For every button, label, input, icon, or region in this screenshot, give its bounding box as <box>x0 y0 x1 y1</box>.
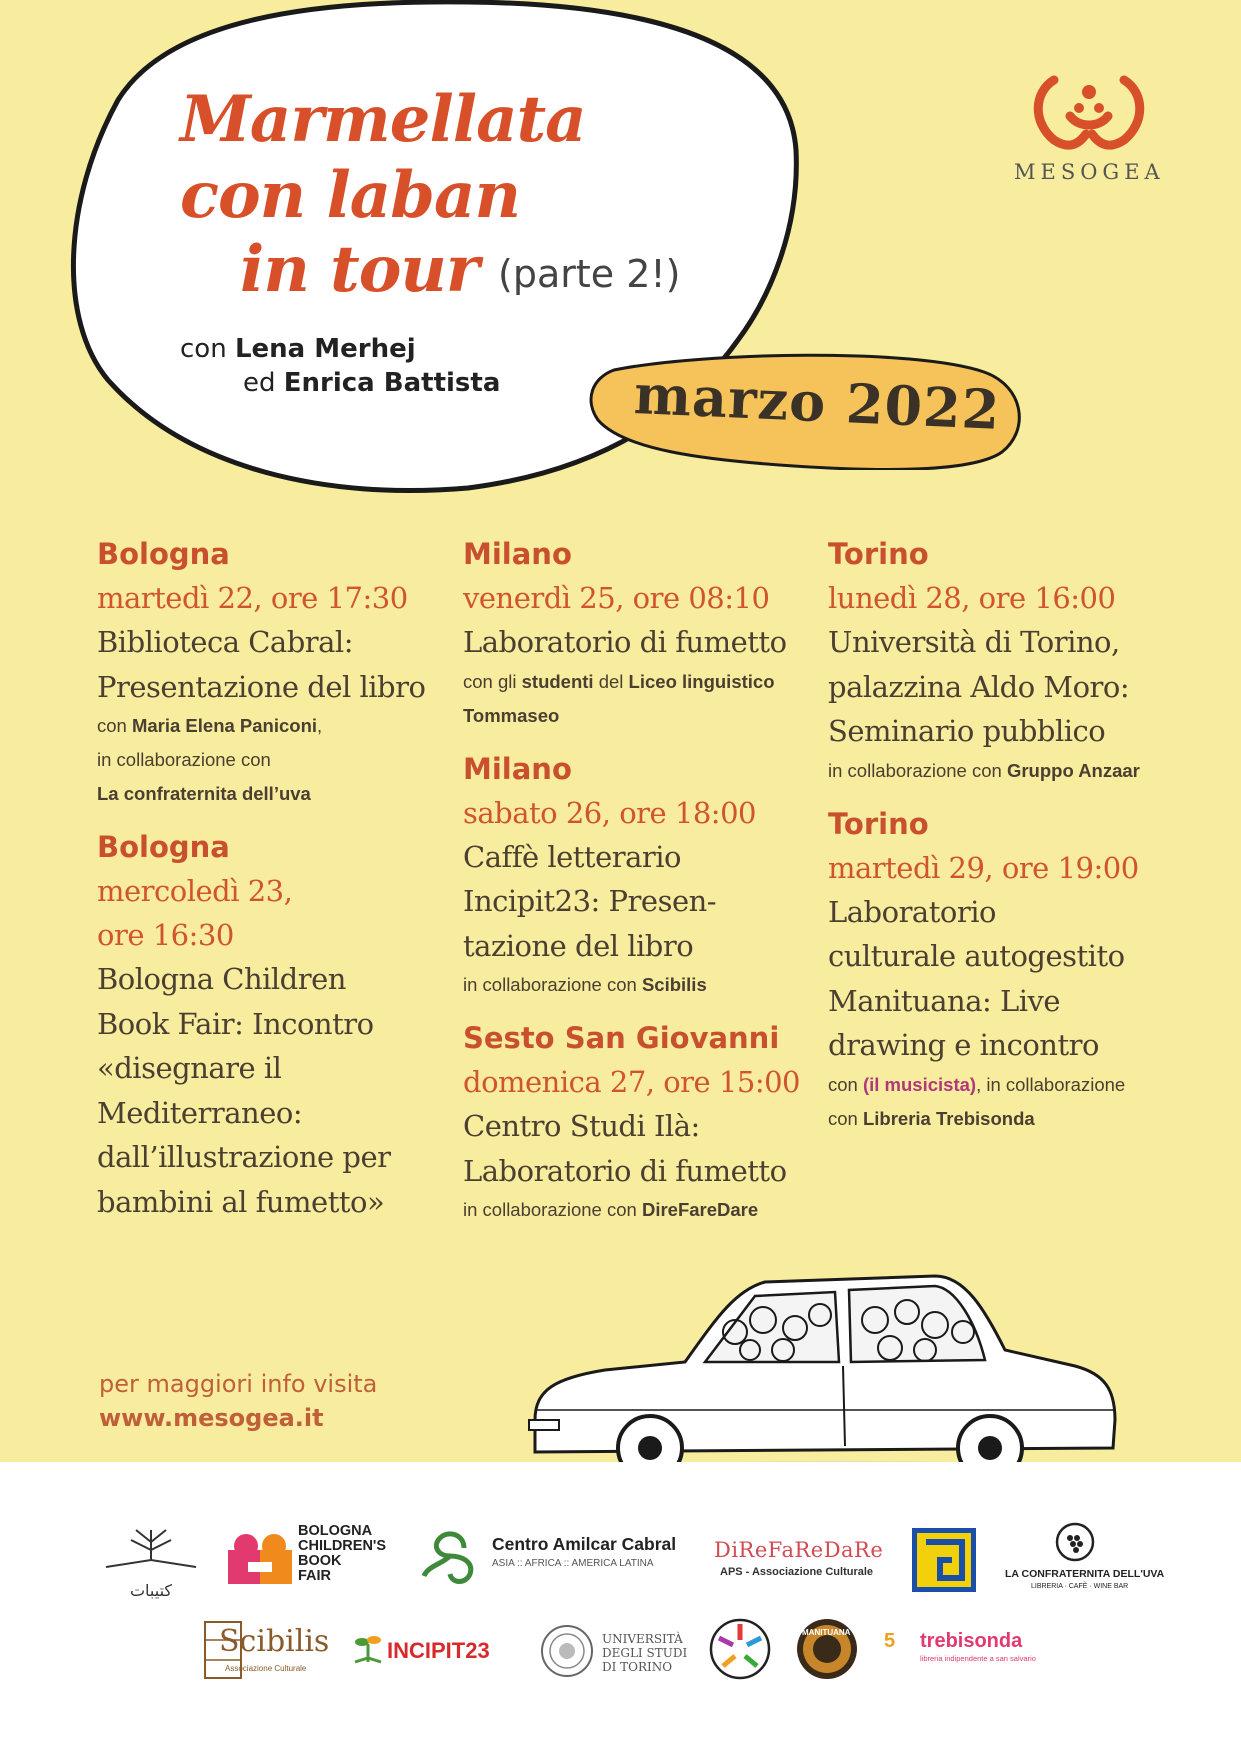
dfd-sub: APS - Associazione Culturale <box>720 1566 874 1578</box>
event-title: dall’illustrazione per <box>97 1140 391 1174</box>
event-city: Milano <box>463 537 572 571</box>
event-note: con gli studenti del Liceo linguistico <box>463 670 775 692</box>
event-item <box>828 532 1173 788</box>
cabral-name: Centro Amilcar Cabral <box>492 1534 677 1554</box>
event-title: Mediterraneo: <box>97 1095 303 1130</box>
event-item <box>97 825 442 1224</box>
unito-text: UNIVERSITÀ DEGLI STUDI DI TORINO <box>602 1632 688 1674</box>
event-note: La confraternita dell’uva <box>97 783 311 804</box>
circle-people-icon <box>709 1618 771 1680</box>
event-note: con Libreria Trebisonda <box>828 1107 1035 1129</box>
confraternita-sub: LIBRERIA · CAFÈ · WINE BAR <box>1031 1583 1129 1590</box>
colorful-circle-logo <box>709 1618 771 1680</box>
mesogea-logo-icon <box>1024 72 1154 152</box>
event-note: in collaborazione con <box>97 749 271 770</box>
grapes-icon <box>1055 1522 1095 1562</box>
bcbf-icon <box>228 1528 293 1588</box>
author-2: ed Enrica Battista <box>243 368 501 398</box>
book-tree-icon <box>96 1522 206 1577</box>
cabral-logo <box>418 1526 688 1588</box>
event-note: con (il musicista), in collaborazione <box>828 1073 1126 1095</box>
scibilis-logo <box>203 1620 330 1680</box>
kutub-logo <box>96 1522 206 1602</box>
bcbf-text: BOLOGNA CHILDREN'S BOOK FAIR <box>298 1523 387 1584</box>
website-link[interactable]: www.mesogea.it <box>99 1404 324 1432</box>
event-city: Milano <box>463 751 572 786</box>
event-item <box>828 802 1173 1136</box>
event-title: palazzina Aldo Moro: <box>828 669 1130 704</box>
event-month: marzo 2022 <box>632 362 1002 442</box>
event-city: Bologna <box>97 830 230 864</box>
event-datetime: mercoledì 23, <box>97 874 293 908</box>
event-title: tazione del libro <box>463 928 694 963</box>
title-line-2: con laban <box>180 158 520 233</box>
event-item <box>463 747 808 1003</box>
incipit-logo <box>353 1632 513 1672</box>
event-title: Laboratorio di fumetto <box>463 1153 787 1188</box>
confraternita-name: LA CONFRATERNITA DELL'UVA <box>1005 1568 1165 1580</box>
title-line-1: Marmellata <box>180 82 586 157</box>
book-plant-icon <box>353 1632 383 1666</box>
event-datetime: domenica 27, ore 15:00 <box>463 1065 800 1099</box>
manituana-name: MANITUANA <box>802 1628 851 1637</box>
event-title: drawing e incontro <box>828 1028 1099 1062</box>
event-city: Torino <box>828 806 929 841</box>
event-title: «disegnare il <box>97 1051 282 1085</box>
event-note: Tommaseo <box>463 704 560 726</box>
event-note: in collaborazione con Scibilis <box>463 974 707 995</box>
event-title: culturale autogestito <box>828 939 1125 973</box>
event-title: Manituana: Live <box>828 983 1061 1018</box>
event-city: Bologna <box>97 537 230 571</box>
event-datetime: venerdì 25, ore 08:10 <box>463 581 770 615</box>
event-title: Biblioteca Cabral: <box>97 625 353 659</box>
info-text: per maggiori info visita <box>99 1370 378 1398</box>
trebisonda-sub: libreria indipendente a san salvario <box>920 1654 1036 1663</box>
event-title: Bologna Children <box>97 962 346 996</box>
anzaar-icon <box>912 1528 976 1592</box>
author-1: con Lena Merhej <box>180 334 416 364</box>
event-datetime: sabato 26, ore 18:00 <box>463 795 756 830</box>
event-title: bambini al fumetto» <box>97 1184 385 1219</box>
bcbf-logo <box>228 1524 393 1594</box>
university-seal-icon <box>540 1624 594 1678</box>
event-title: Laboratorio di fumetto <box>463 625 787 659</box>
dfd-name: DiReFaReDaRe <box>714 1538 884 1562</box>
title-line-3: in tour <box>240 232 479 307</box>
trebisonda-num: 5 <box>884 1630 896 1652</box>
event-item <box>463 532 808 733</box>
sponsors-bar <box>0 1462 1241 1754</box>
publisher-name: MESOGEA <box>1014 160 1165 184</box>
title-subtitle: (parte 2!) <box>498 252 681 296</box>
events-column-2 <box>463 532 808 1241</box>
event-item <box>463 1016 808 1227</box>
event-title: Laboratorio <box>828 894 996 929</box>
event-datetime: ore 16:30 <box>97 918 234 952</box>
event-title: Book Fair: Incontro <box>97 1006 374 1041</box>
scibilis-name: Scibilis <box>219 1624 330 1659</box>
manituana-logo <box>796 1618 858 1680</box>
event-title: Incipit23: Presen- <box>463 884 717 918</box>
event-note: con Maria Elena Paniconi, <box>97 715 323 736</box>
event-city: Sesto San Giovanni <box>463 1021 780 1055</box>
event-title: Centro Studi Ilà: <box>463 1109 700 1143</box>
trebisonda-logo <box>884 1630 1044 1670</box>
event-city: Torino <box>828 537 929 571</box>
events-column-3 <box>828 532 1173 1150</box>
event-item <box>97 532 442 811</box>
spiral-icon <box>418 1526 482 1588</box>
event-datetime: martedì 22, ore 17:30 <box>97 581 408 615</box>
anzaar-logo <box>912 1528 976 1592</box>
event-title: Università di Torino, <box>828 625 1120 659</box>
incipit-name: INCIPIT23 <box>387 1638 490 1663</box>
event-note: in collaborazione con Gruppo Anzaar <box>828 759 1140 781</box>
event-datetime: martedì 29, ore 19:00 <box>828 850 1139 885</box>
confraternita-logo <box>1005 1522 1165 1602</box>
kutub-name: كتيبات <box>129 1581 173 1600</box>
unito-logo <box>540 1624 700 1684</box>
event-datetime: lunedì 28, ore 16:00 <box>828 581 1116 615</box>
event-title: Seminario pubblico <box>828 714 1106 748</box>
scibilis-sub: Associazione Culturale <box>225 1664 307 1673</box>
event-title: Caffè letterario <box>463 839 681 874</box>
event-title: Presentazione del libro <box>97 669 426 704</box>
trebisonda-name: trebisonda <box>920 1630 1023 1652</box>
cabral-sub: ASIA :: AFRICA :: AMERICA LATINA <box>492 1558 654 1569</box>
event-note: in collaborazione con DireFareDare <box>463 1199 759 1220</box>
direfaredare-logo <box>714 1538 884 1588</box>
events-column-1 <box>97 532 442 1238</box>
